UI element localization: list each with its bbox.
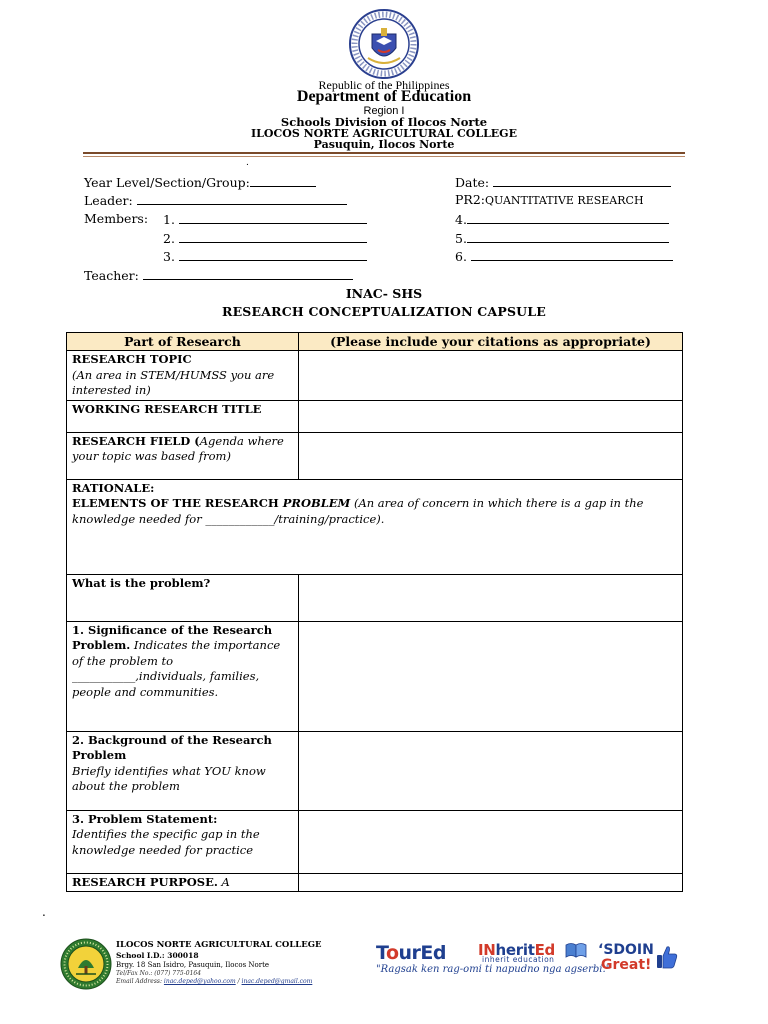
teacher-blank[interactable] — [143, 267, 353, 280]
background-label: 2. Background of the Research Problem — [72, 732, 272, 762]
research-purpose-desc: A — [217, 874, 230, 889]
inherited-subtitle: inherit education — [482, 955, 555, 964]
email-link-yahoo[interactable]: inac.deped@yahoo.com — [163, 978, 236, 985]
inac-school-logo-icon — [60, 938, 112, 990]
school-address: Pasuquin, Ilocos Norte — [313, 138, 455, 151]
table-row — [67, 432, 683, 479]
table-row — [67, 400, 683, 432]
members-label: Members: — [84, 211, 149, 226]
significance-label: 1. Significance of the Research Problem. — [72, 622, 273, 652]
what-problem-label: What is the problem? — [72, 575, 211, 590]
problem-statement-label: 3. Problem Statement: — [72, 811, 218, 826]
rationale-cell[interactable] — [67, 479, 683, 574]
table-row — [67, 621, 683, 731]
research-topic-desc: (An area in STEM/HUMSS you are interested in) — [72, 367, 275, 397]
republic-line: Republic of the Philippines — [318, 78, 450, 92]
inherited-logo: INheritEd — [478, 941, 555, 959]
open-book-icon — [564, 941, 588, 959]
department-name: Department of Education — [296, 88, 472, 105]
email-link-gmail[interactable]: inac.deped@gmail.com — [241, 978, 313, 985]
thumbs-up-icon — [656, 944, 678, 970]
table-row — [67, 810, 683, 873]
table-row — [67, 351, 683, 401]
sdoin-logo: ‘SDOIN — [598, 942, 654, 958]
footer-school-name: ILOCOS NORTE AGRICULTURAL COLLEGE — [116, 940, 322, 950]
significance-desc: Indicates the importance of the problem to ___________,individuals, families, people and communities. — [72, 638, 281, 699]
part-header: Part of Research — [67, 333, 299, 351]
toured-logo: TourEd — [376, 942, 446, 964]
research-field-answer[interactable] — [299, 432, 683, 479]
teacher-field[interactable] — [84, 267, 353, 283]
background-desc: Briefly identifies what YOU know about the problem — [72, 763, 266, 793]
division-line: Schools Division of Ilocos Norte — [280, 115, 488, 129]
significance-cell — [67, 621, 299, 731]
table-row — [67, 873, 683, 892]
rationale-elements: ELEMENTS OF THE RESEARCH PROBLEM (An area of concern in which there is a gap in the knowledge needed for ____________/training/practice). — [72, 496, 644, 526]
table-row — [67, 731, 683, 810]
footer-telfax: Tel/Fax No.: (077) 775-0164 — [116, 970, 202, 977]
member-6-field[interactable]: 6. — [455, 248, 673, 264]
great-logo: Great! — [601, 957, 652, 973]
rationale-label: RATIONALE: — [72, 480, 155, 495]
footer-address: Brgy. 18 San Isidro, Pasuquin, Ilocos Norte — [116, 961, 270, 969]
research-purpose-answer[interactable] — [299, 873, 683, 892]
capsule-table — [66, 332, 683, 892]
research-topic-answer[interactable] — [299, 351, 683, 401]
footer-school-id: School I.D.: 300018 — [116, 951, 199, 960]
table-row — [67, 479, 683, 574]
member-5-field[interactable]: 5. — [455, 230, 669, 246]
problem-statement-cell — [67, 810, 299, 873]
school-name: ILOCOS NORTE AGRICULTURAL COLLEGE — [251, 127, 517, 140]
leader-field[interactable] — [84, 192, 347, 208]
year-level-blank[interactable] — [250, 174, 316, 187]
date-field[interactable] — [455, 174, 671, 190]
subject-detail: QUANTITATIVE RESEARCH — [485, 194, 644, 207]
footer-email: Email Address: inac.deped@yahoo.com / inac.deped@gmail.com — [116, 978, 313, 985]
date-blank[interactable] — [493, 174, 671, 187]
significance-answer[interactable] — [299, 621, 683, 731]
what-problem-cell — [67, 574, 299, 621]
table-header-row — [67, 333, 683, 351]
problem-word: PROBLEM — [282, 496, 351, 510]
subject-field — [455, 192, 644, 207]
document-title-school: INAC- SHS — [345, 286, 423, 301]
rationale-desc: (An area of concern in which there is a gap in the knowledge needed for ____________/training/practice). — [72, 496, 644, 526]
working-title-answer[interactable] — [299, 400, 683, 432]
research-purpose-cell — [67, 873, 299, 892]
background-answer[interactable] — [299, 731, 683, 810]
subject-code: PR2: — [455, 192, 485, 207]
date-label: Date: — [455, 175, 490, 190]
member-3-field[interactable]: 3. — [163, 248, 367, 264]
footer-tagline: "Ragsak ken rag-omi ti napudno nga agserbi." — [376, 964, 611, 975]
member-2-field[interactable]: 2. — [163, 230, 367, 246]
member-4-field[interactable]: 4. — [455, 211, 669, 227]
leader-blank[interactable] — [137, 192, 347, 205]
what-problem-answer[interactable] — [299, 574, 683, 621]
leader-label: Leader: — [84, 193, 133, 208]
research-purpose-label: RESEARCH PURPOSE. — [72, 874, 218, 889]
year-level-label: Year Level/Section/Group: — [84, 175, 250, 190]
footer-dot: . — [42, 905, 46, 919]
research-field-desc: Agenda where your topic was based from) — [72, 433, 284, 463]
region-line: Region I — [363, 105, 405, 117]
research-topic-cell — [67, 351, 299, 401]
member-1-field[interactable]: 1. — [163, 211, 367, 227]
document-title: RESEARCH CONCEPTUALIZATION CAPSULE — [221, 304, 546, 319]
teacher-label: Teacher: — [84, 268, 139, 283]
deped-seal-icon — [348, 8, 420, 80]
background-cell — [67, 731, 299, 810]
table-row — [67, 574, 683, 621]
year-level-field[interactable] — [84, 174, 316, 190]
header-divider-thin — [83, 156, 685, 157]
working-title-label: WORKING RESEARCH TITLE — [72, 401, 262, 416]
problem-statement-desc: Identifies the specific gap in the knowledge needed for practice — [72, 827, 260, 857]
header-divider — [83, 152, 685, 154]
research-field-label: RESEARCH FIELD ( — [72, 433, 200, 448]
stray-dot: . — [246, 158, 249, 168]
problem-statement-answer[interactable] — [299, 810, 683, 873]
research-topic-label: RESEARCH TOPIC — [72, 352, 192, 366]
instructions-header: (Please include your citations as appropriate) — [299, 333, 683, 351]
working-title-cell — [67, 400, 299, 432]
research-field-cell — [67, 432, 299, 479]
